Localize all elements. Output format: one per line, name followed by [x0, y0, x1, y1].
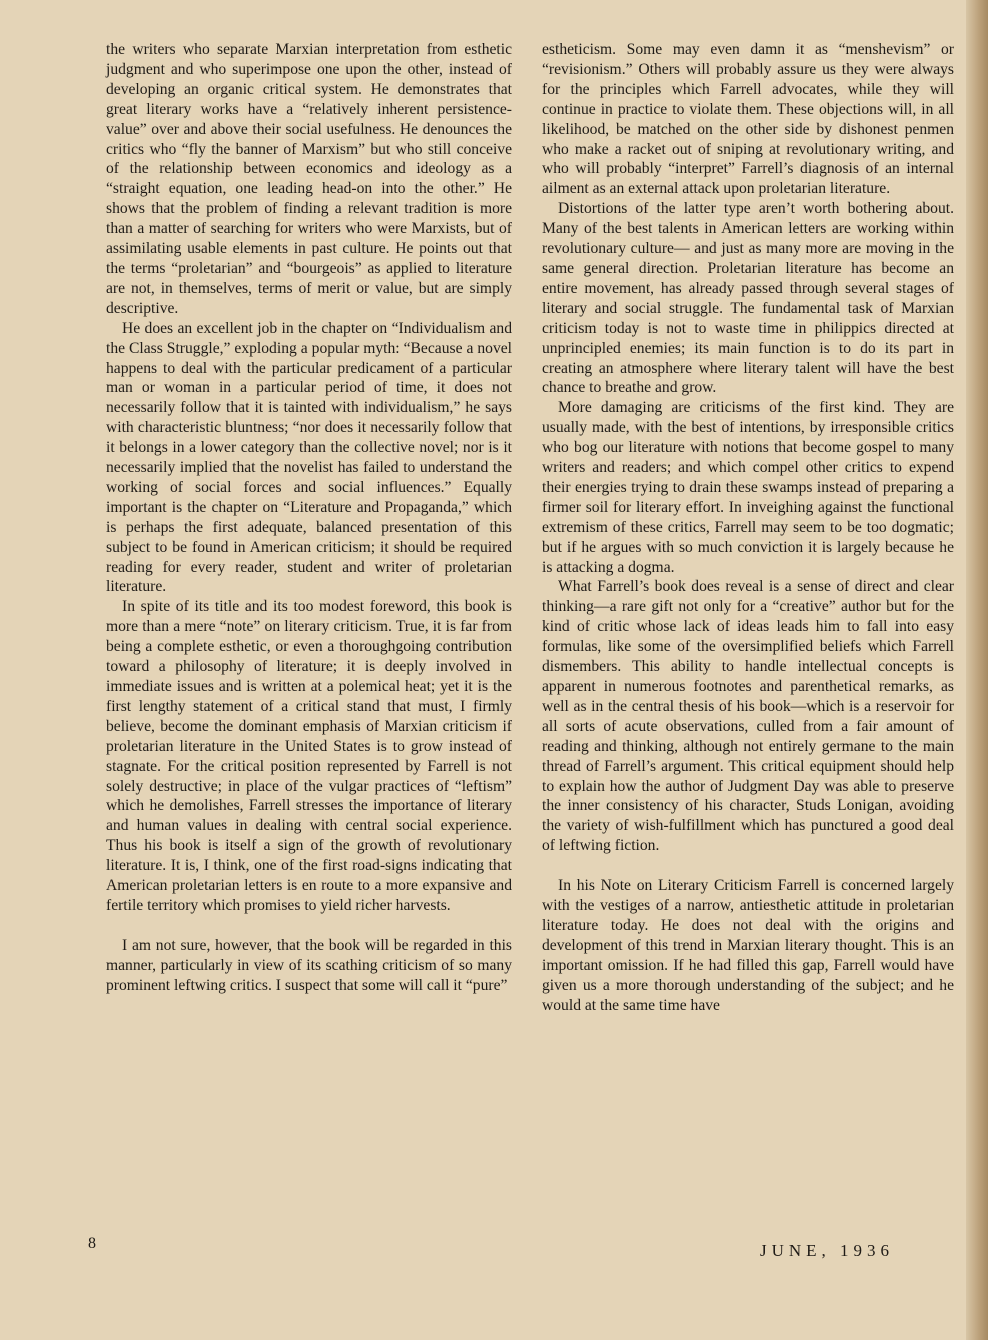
page-number: 8	[88, 1235, 96, 1252]
paragraph: What Farrell’s book does reveal is a sense of direct and clear thinking—a rare gift not only for a “creative” author but for the kind of critic whose lack of ideas leads him to fall into easy formulas, like some of the oversimplified beliefs which Farrell dismembers. This ability to handle intellectual concepts is apparent in numerous footnotes and parenthetical remarks, as well as in the central thesis of his book—which is a reservoir for all sorts of acute observations, culled from a fair amount of reading and thinking, although not entirely germane to the main thread of Farrell’s argument. This critical equipment should help to explain how the author of Judgment Day was able to preserve the inner consistency of his character, Studs Lonigan, avoiding the variety of wish-fulfillment which has punctured a good deal of leftwing fiction.	[542, 578, 954, 855]
paragraph: I am not sure, however, that the book will be regarded in this manner, particularly in view of its scathing criticism of so many prominent leftwing critics. I suspect that some will call it “pure”	[106, 936, 512, 994]
paragraph: estheticism. Some may even damn it as “menshevism” or “revisionism.” Others will probably assure us they were always for the principles which Farrell advocates, while they will continue in practice to violate them. These objections will, in all likelihood, be matched on the other side by dishonest penmen who make a racket out of sniping at revolutionary writing, and who will probably “interpret” Farrell’s diagnosis of an internal ailment as an external attack upon proletarian literature.	[542, 41, 954, 198]
issue-date: JUNE, 1936	[760, 1241, 895, 1260]
paragraph: More damaging are criticisms of the first kind. They are usually made, with the best of intentions, by irresponsible critics who bog our literature with notions that become gospel to many writers and readers; and which compel other critics to expend their energies trying to drain these swamps instead of preparing a firmer soil for literary effort. In inveighing against the functional extremism of these critics, Farrell may seem to be too dogmatic; but if he argues with so much conviction it is largely because he is attacking a dogma.	[542, 399, 954, 576]
paragraph: In his Note on Literary Criticism Farrell is concerned largely with the vestiges of a narrow, antiesthetic attitude in proletarian literature today. He does not deal with the origins and development of this trend in Marxian literary thought. This is an important omission. If he had filled this gap, Farrell would have given us a more thorough understanding of the subject; and he would at the same time have	[542, 877, 954, 1014]
text-column-right	[542, 40, 954, 1016]
page-edge	[966, 0, 988, 1340]
paragraph: He does an excellent job in the chapter on “Individualism and the Class Struggle,” exploding a popular myth: “Because a novel happens to deal with the particular predicament of a particular man or woman in a particular period of time, it does not necessarily follow that it is tainted with individualism,” he says with characteristic bluntness; “nor does it necessarily follow that it belongs in a lower category than the collective novel; nor is it necessarily implied that the novelist has failed to understand the working of social forces and social influences.” Equally important is the chapter on “Literature and Propaganda,” which is perhaps the first adequate, balanced presentation of this subject to be found in American criticism; it should be required reading for every reader, student and writer of proletarian literature.	[106, 319, 512, 596]
paragraph: Distortions of the latter type aren’t worth bothering about. Many of the best talents in American letters are working within revolutionary culture— and just as many more are moving in the same general direction. Proletarian literature has become an entire movement, has already passed through several stages of literary and social struggle. The fundamental task of Marxian criticism today is not to waste time in philippics directed at unprincipled enemies; its main function is to do its part in creating an atmosphere where literary talent will have the best chance to breathe and grow.	[542, 200, 954, 397]
text-column-left	[106, 40, 512, 996]
paragraph: In spite of its title and its too modest foreword, this book is more than a mere “note” on literary criticism. True, it is far from being a complete esthetic, or even a thoroughgoing contribution toward a philosophy of literature; it is deeply involved in immediate issues and is written at a polemical heat; yet it is the first lengthy statement of a critical stand that must, I firmly believe, become the dominant emphasis of Marxian criticism if proletarian literature in the United States is to grow instead of stagnate. For the critical position represented by Farrell is not solely destructive; in place of the vulgar practices of “leftism” which he demolishes, Farrell stresses the importance of literary and human values in dealing with central social experience. Thus his book is itself a sign of the growth of revolutionary literature. It is, I think, one of the first road-signs indicating that American proletarian letters is en route to a more expansive and fertile territory which promises to yield richer harvests.	[106, 598, 512, 914]
paragraph: the writers who separate Marxian interpretation from esthetic judgment and who superimpose one upon the other, instead of developing an organic critical system. He demonstrates that great literary works have a “relatively inherent persistence-value” over and above their social usefulness. He denounces the critics who “fly the banner of Marxism” but who still conceive of the relationship between economics and ideology as a “straight equation, one leading head-on into the other.” He shows that the problem of finding a relevant tradition is more than a matter of searching for writers who were Marxists, but of assimilating usable elements in past culture. He points out that the terms “proletarian” and “bourgeois” as applied to literature are not, in themselves, terms of merit or value, but are simply descriptive.	[106, 41, 512, 317]
